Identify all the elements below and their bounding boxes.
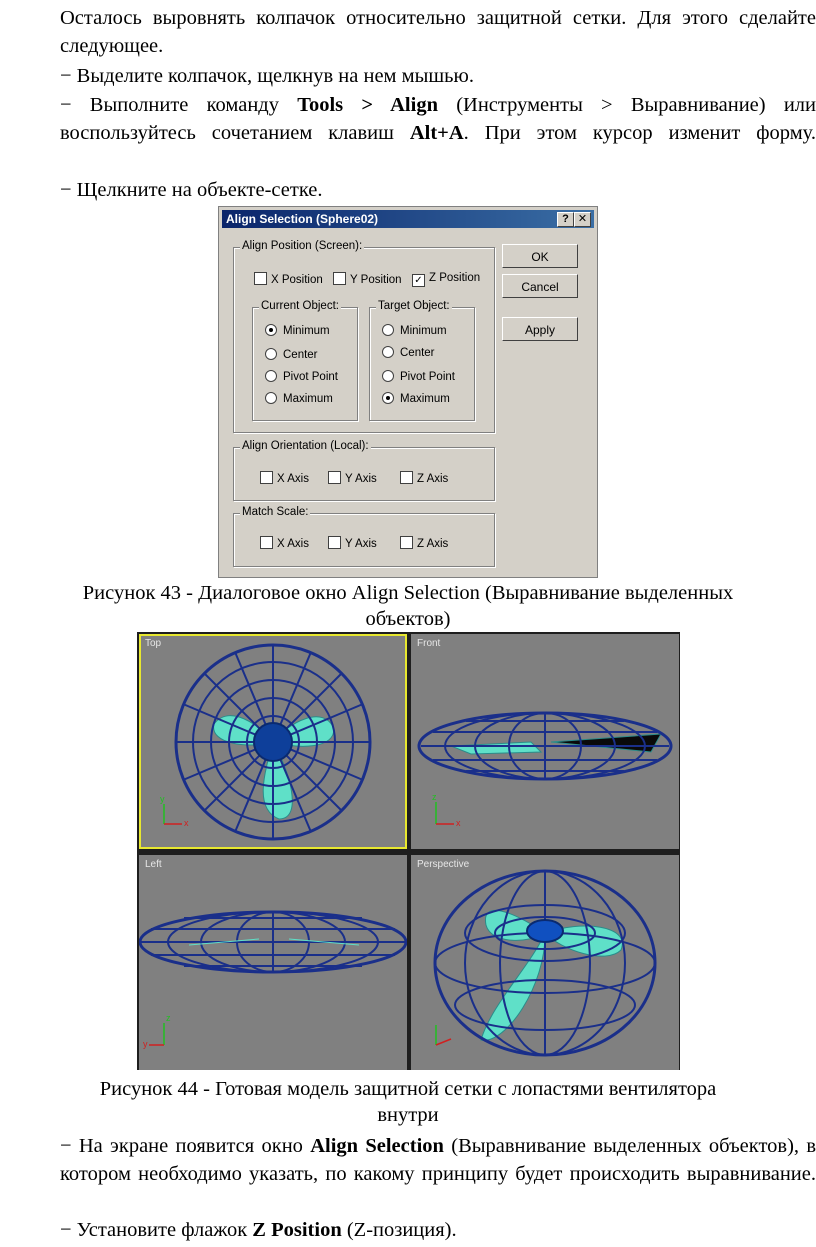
paragraph-step-click-grid: − Щелкните на объекте-сетке. xyxy=(60,179,323,201)
x-position-checkbox[interactable]: X Position xyxy=(254,272,323,286)
scale-z-axis-checkbox[interactable]: Z Axis xyxy=(400,536,448,550)
front-axis-z: z xyxy=(432,792,437,802)
help-button[interactable]: ? xyxy=(557,212,574,227)
left-view-fan-icon xyxy=(139,855,407,1070)
match-scale-label: Match Scale: xyxy=(242,506,309,518)
left-axis-y: y xyxy=(143,1039,148,1049)
match-scale-group xyxy=(233,506,495,567)
viewport-left[interactable] xyxy=(139,855,407,1070)
left-axis-z: z xyxy=(166,1013,171,1023)
target-center-radio[interactable]: Center xyxy=(382,346,435,359)
close-button[interactable]: ✕ xyxy=(574,212,591,227)
top-view-fan-icon xyxy=(139,634,407,849)
viewport-front[interactable] xyxy=(411,634,679,849)
align-position-group xyxy=(233,240,495,433)
cancel-button[interactable]: Cancel xyxy=(502,274,578,298)
paragraph-intro: Осталось выровнять колпачок относительно защитной сетки. Для этого сделайте следующее. xyxy=(60,7,816,57)
figure-43-caption-line2: объектов) xyxy=(365,608,451,630)
figure-44-caption-line1: Рисунок 44 - Готовая модель защитной сетки с лопастями вентилятора xyxy=(99,1078,717,1100)
current-pivot-point-radio[interactable]: Pivot Point xyxy=(265,370,338,383)
paragraph-step-align: − Выполните команду Tools > Align (Инструменты > Выравнивание) или воспользуйтесь сочетанием клавиш Alt+A. При этом курсор изменит форму. xyxy=(60,94,816,144)
y-position-checkbox[interactable]: Y Position xyxy=(333,272,402,286)
figure-44-caption-line2: внутри xyxy=(377,1104,439,1126)
perspective-view-fan-icon xyxy=(411,855,679,1070)
viewport-top-label: Top xyxy=(145,638,162,649)
target-object-label: Target Object: xyxy=(378,300,450,312)
z-position-checkbox[interactable]: ✓ Z Position xyxy=(412,272,480,287)
top-axis-y: y xyxy=(160,794,165,804)
align-selection-dialog xyxy=(218,206,598,578)
front-view-fan-icon xyxy=(411,634,679,849)
target-maximum-radio[interactable]: Maximum xyxy=(382,392,450,405)
orientation-x-axis-checkbox[interactable]: X Axis xyxy=(260,471,309,485)
align-orientation-label: Align Orientation (Local): xyxy=(242,440,369,452)
dialog-titlebar xyxy=(222,210,594,228)
figure-43-caption-line1: Рисунок 43 - Диалоговое окно Align Selection (Выравнивание выделенных xyxy=(82,582,734,604)
apply-button[interactable]: Apply xyxy=(502,317,578,341)
orientation-y-axis-checkbox[interactable]: Y Axis xyxy=(328,471,377,485)
scale-y-axis-checkbox[interactable]: Y Axis xyxy=(328,536,377,550)
target-pivot-point-radio[interactable]: Pivot Point xyxy=(382,370,455,383)
current-minimum-radio[interactable]: Minimum xyxy=(265,324,330,337)
current-object-group xyxy=(252,300,358,421)
viewport-perspective-label: Perspective xyxy=(417,859,470,870)
viewports-panel xyxy=(137,632,680,1070)
viewport-left-label: Left xyxy=(145,859,162,870)
current-object-label: Current Object: xyxy=(261,300,339,312)
front-axis-x: x xyxy=(456,818,461,828)
ok-button[interactable]: OK xyxy=(502,244,578,268)
current-center-radio[interactable]: Center xyxy=(265,348,318,361)
scale-x-axis-checkbox[interactable]: X Axis xyxy=(260,536,309,550)
viewport-top[interactable] xyxy=(139,634,407,849)
dialog-title: Align Selection (Sphere02) xyxy=(226,212,379,226)
paragraph-step-window: − На экране появится окно Align Selection (Выравнивание выделенных объектов), в котором необходимо указать, по какому принципу будет происходить выравнивание. xyxy=(60,1135,816,1185)
target-minimum-radio[interactable]: Minimum xyxy=(382,324,447,337)
target-object-group xyxy=(369,300,475,421)
paragraph-step-z-position: − Установите флажок Z Position (Z-позиция). xyxy=(60,1219,457,1241)
viewport-perspective[interactable] xyxy=(411,855,679,1070)
current-maximum-radio[interactable]: Maximum xyxy=(265,392,333,405)
orientation-z-axis-checkbox[interactable]: Z Axis xyxy=(400,471,448,485)
paragraph-step-select: − Выделите колпачок, щелкнув на нем мышью. xyxy=(60,65,474,87)
top-axis-x: x xyxy=(184,818,189,828)
align-orientation-group xyxy=(233,440,495,501)
align-position-label: Align Position (Screen): xyxy=(242,240,363,252)
viewport-front-label: Front xyxy=(417,638,441,649)
